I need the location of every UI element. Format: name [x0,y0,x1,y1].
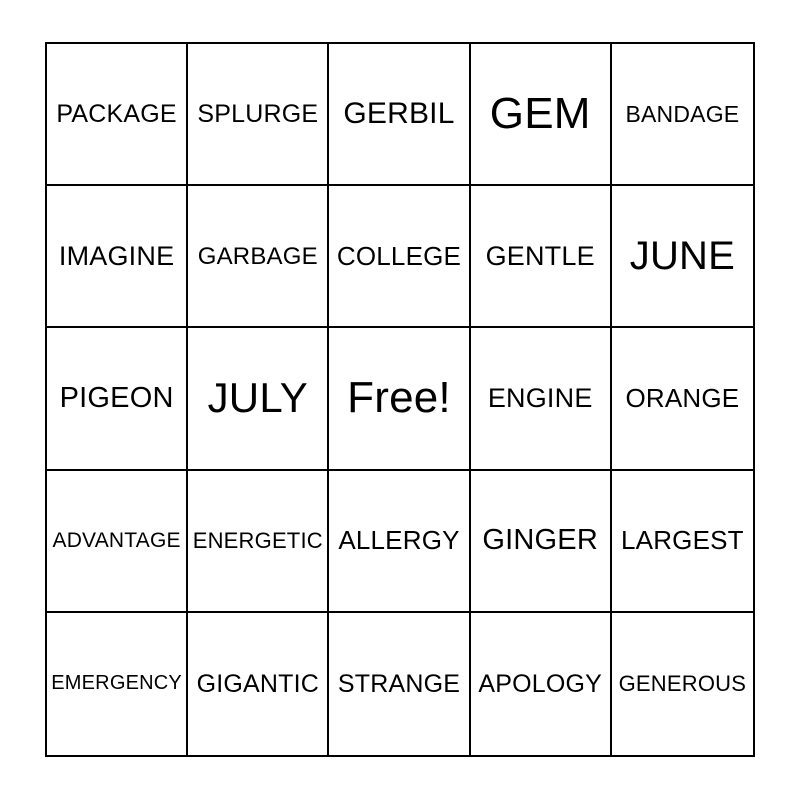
bingo-cell-label: JUNE [629,234,736,279]
bingo-cell[interactable] [612,44,753,186]
bingo-cell[interactable] [471,613,612,755]
bingo-card [45,42,755,757]
bingo-cell[interactable] [612,328,753,470]
bingo-cell[interactable] [471,328,612,470]
bingo-cell-label: GENEROUS [618,671,747,697]
bingo-cell-label: PACKAGE [56,99,177,128]
bingo-cell[interactable] [612,613,753,755]
bingo-cell-label: STRANGE [337,669,461,698]
bingo-cell-label: GIGANTIC [196,669,319,698]
bingo-cell-label: ENERGETIC [192,528,323,554]
bingo-cell-label: GENTLE [485,241,595,272]
bingo-cell[interactable] [471,186,612,328]
bingo-cell-label: ALLERGY [338,525,460,556]
bingo-cell-label: LARGEST [621,525,744,556]
bingo-cell[interactable] [47,471,188,613]
bingo-cell[interactable] [188,471,329,613]
bingo-cell[interactable] [47,613,188,755]
bingo-cell[interactable] [471,471,612,613]
bingo-cell[interactable] [329,44,470,186]
bingo-cell[interactable] [47,328,188,470]
bingo-cell-label: ENGINE [487,383,593,414]
bingo-cell-label: ORANGE [625,382,740,413]
bingo-cell-label: IMAGINE [58,241,175,272]
bingo-cell[interactable] [188,613,329,755]
bingo-cell-label: EMERGENCY [51,672,182,695]
bingo-cell[interactable] [47,186,188,328]
bingo-cell[interactable] [329,186,470,328]
bingo-cell-label: BANDAGE [625,101,740,128]
bingo-cell-label: GARBAGE [197,242,318,270]
bingo-cell-label: GINGER [482,524,598,557]
bingo-cell[interactable] [612,186,753,328]
bingo-cell[interactable] [329,471,470,613]
bingo-cell[interactable] [188,186,329,328]
bingo-cell-label: JULY [207,374,308,422]
bingo-cell-free[interactable] [329,328,470,470]
bingo-cell[interactable] [47,44,188,186]
bingo-cell-label: GEM [489,89,591,138]
bingo-cell-label: GERBIL [343,97,455,131]
bingo-cell-label: PIGEON [59,382,174,415]
bingo-cell-label: COLLEGE [336,240,462,271]
bingo-cell-label: SPLURGE [197,99,319,128]
bingo-cell[interactable] [329,613,470,755]
bingo-cell-label: ADVANTAGE [52,528,181,552]
bingo-cell[interactable] [471,44,612,186]
bingo-cell[interactable] [188,328,329,470]
bingo-cell-label: Free! [347,373,451,423]
bingo-cell-label: APOLOGY [478,669,603,698]
bingo-cell[interactable] [188,44,329,186]
bingo-cell[interactable] [612,471,753,613]
